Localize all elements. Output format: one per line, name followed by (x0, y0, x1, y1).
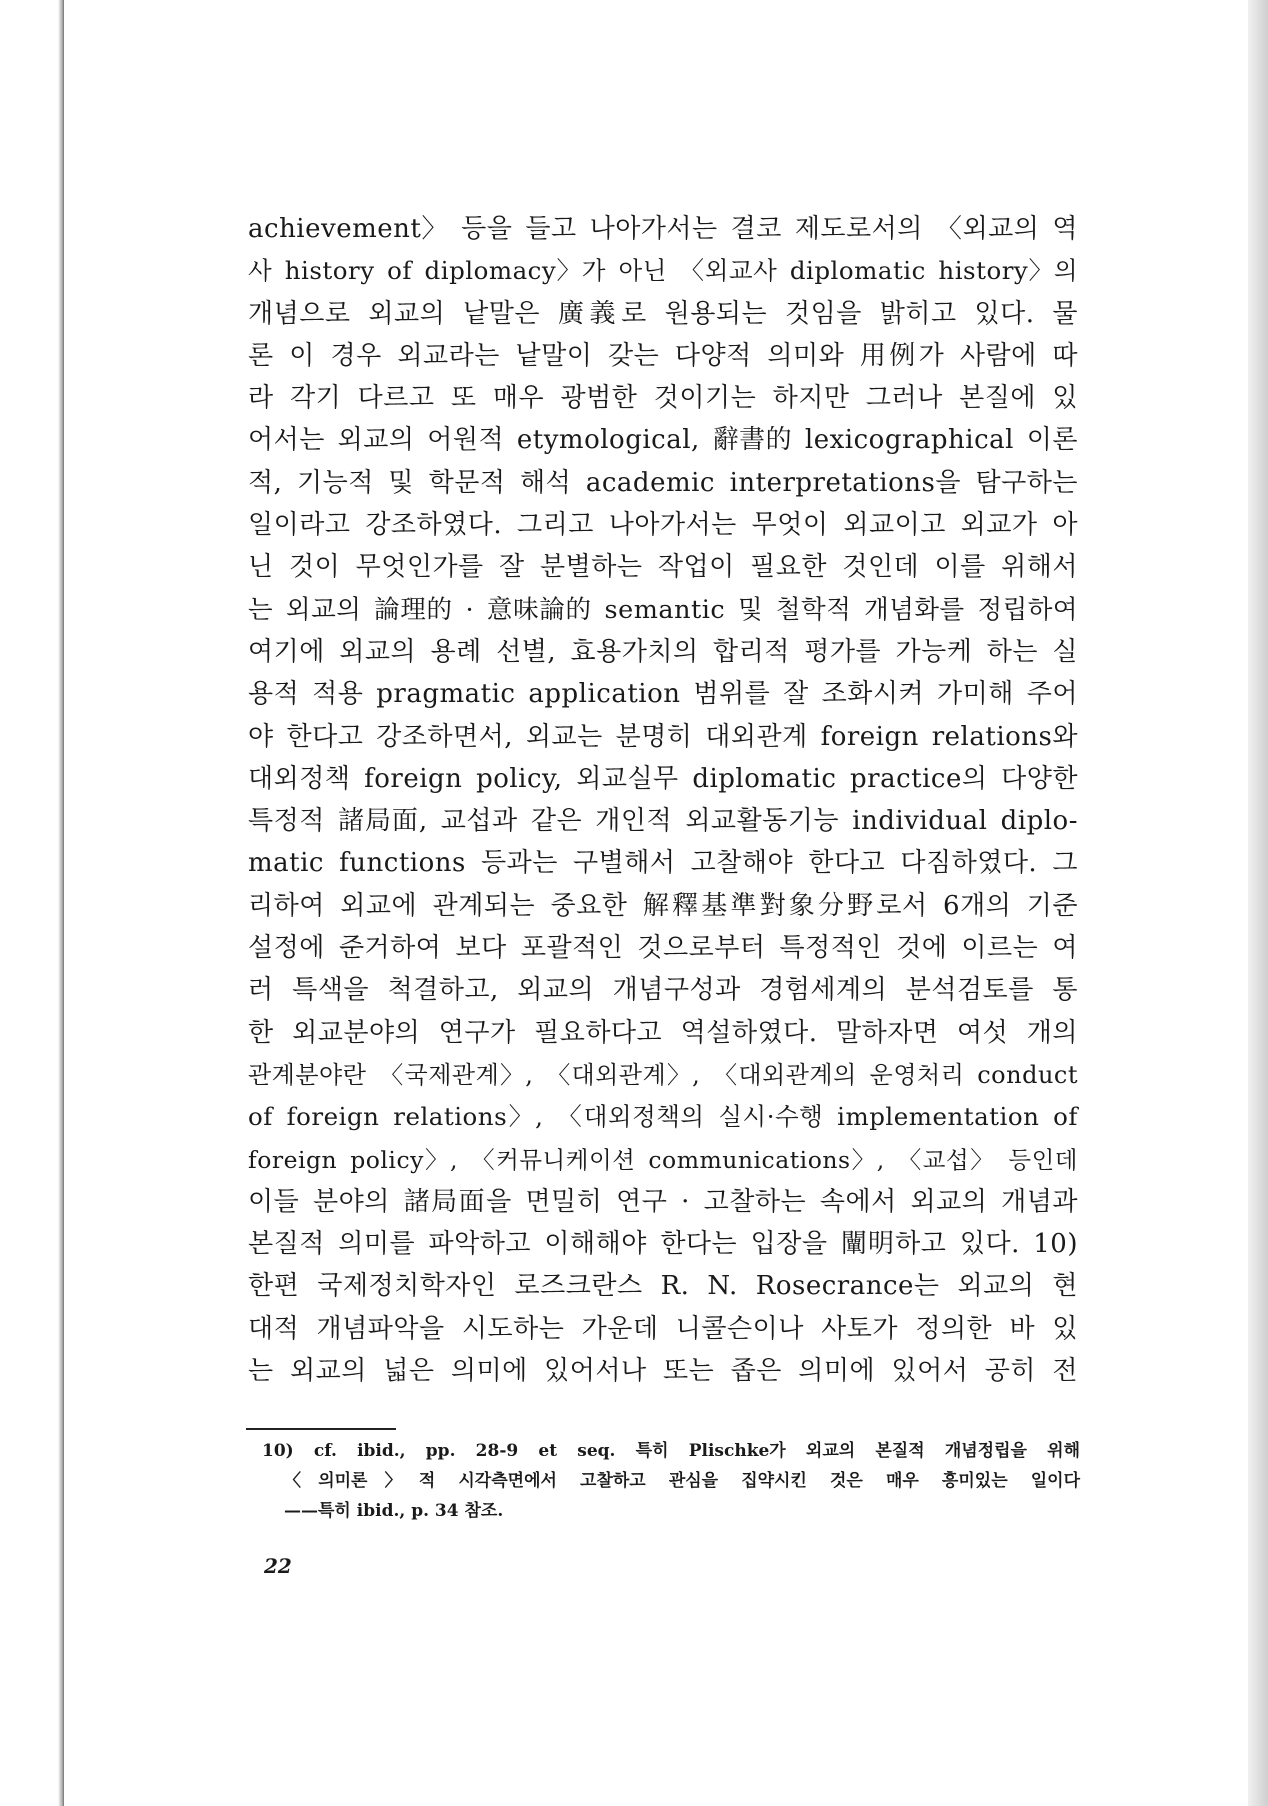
text-line: of foreign relations〉, 〈대외정책의 실시·수행 implementation of (248, 1102, 1078, 1132)
text-line: 개념으로 외교의 낱말은 廣義로 원용되는 것임을 밝히고 있다. 물 (248, 298, 1078, 329)
footnote-line: ——특히 ibid., p. 34 참조. (284, 1501, 504, 1521)
text-line: 닌 것이 무엇인가를 잘 분별하는 작업이 필요한 것인데 이를 위해서 (248, 552, 1078, 583)
text-line: 대적 개념파악을 시도하는 가운데 니콜슨이나 사토가 정의한 바 있 (248, 1313, 1078, 1344)
page-left-edge (0, 0, 64, 1806)
footnote-separator (246, 1428, 396, 1430)
text-line: 한편 국제정치학자인 로즈크란스 R. N. Rosecrance는 외교의 현 (248, 1271, 1078, 1302)
text-line: achievement〉 등을 들고 나아가서는 결코 제도로서의 〈외교의 역 (248, 214, 1078, 244)
text-line: 적, 기능적 및 학문적 해석 academic interpretations을 탐구하는 (248, 467, 1078, 498)
text-line: 관계분야란 〈국제관계〉, 〈대외관계〉, 〈대외관계의 운영처리 conduct (248, 1060, 1078, 1089)
text-line: foreign policy〉, 〈커뮤니케이션 communications〉, 〈교섭〉 등인데 (248, 1145, 1078, 1174)
text-line: 특정적 諸局面, 교섭과 같은 개인적 외교활동기능 individual diplo- (248, 806, 1078, 837)
text-line: 대외정책 foreign policy, 외교실무 diplomatic practice의 다양한 (248, 763, 1078, 794)
text-line: 여기에 외교의 용례 선별, 효용가치의 합리적 평가를 가능케 하는 실 (248, 636, 1078, 667)
text-line: 이들 분야의 諸局面을 면밀히 연구 · 고찰하는 속에서 외교의 개념과 (248, 1186, 1078, 1217)
text-line: 러 특색을 척결하고, 외교의 개념구성과 경험세계의 분석검토를 통 (248, 975, 1078, 1006)
body-text (248, 208, 1078, 1392)
text-line: 한 외교분야의 연구가 필요하다고 역설하였다. 말하자면 여섯 개의 (248, 1017, 1078, 1048)
text-line: 본질적 의미를 파악하고 이해해야 한다는 입장을 闡明하고 있다. 10) (248, 1229, 1078, 1260)
page-number: 22 (264, 1554, 292, 1578)
text-line: 용적 적용 pragmatic application 범위를 잘 조화시켜 가미해 주어 (248, 679, 1078, 710)
text-line: 설정에 준거하여 보다 포괄적인 것으로부터 특정적인 것에 이르는 여 (248, 933, 1078, 964)
text-line: 는 외교의 論理的 · 意味論的 semantic 및 철학적 개념화를 정립하여 (248, 594, 1078, 625)
footnote-line: 10) cf. ibid., pp. 28-9 et seq. 특히 Plischke가 외교의 본질적 개념정립을 위해 (262, 1441, 1080, 1461)
text-line: 라 각기 다르고 또 매우 광범한 것이기는 하지만 그러나 본질에 있 (248, 383, 1078, 414)
page-right-edge (1248, 0, 1268, 1806)
text-line: 야 한다고 강조하면서, 외교는 분명히 대외관계 foreign relations와 (248, 721, 1078, 752)
footnotes (262, 1436, 1080, 1526)
text-line: 론 이 경우 외교라는 낱말이 갖는 다양적 의미와 用例가 사람에 따 (248, 340, 1078, 371)
text-line: 사 history of diplomacy〉가 아닌 〈외교사 diplomatic history〉의 (248, 256, 1078, 286)
footnote-line: 〈의미론〉적 시각측면에서 고찰하고 관심을 집약시킨 것은 매우 흥미있는 일이다 (284, 1471, 1080, 1491)
text-line: 일이라고 강조하였다. 그리고 나아가서는 무엇이 외교이고 외교가 아 (248, 510, 1078, 541)
text-line: matic functions 등과는 구별해서 고찰해야 한다고 다짐하였다. 그 (248, 848, 1078, 879)
text-line: 어서는 외교의 어원적 etymological, 辭書的 lexicographical 이론 (248, 425, 1078, 456)
text-line: 리하여 외교에 관계되는 중요한 解釋基準對象分野로서 6개의 기준 (248, 890, 1078, 921)
text-line: 는 외교의 넓은 의미에 있어서나 또는 좁은 의미에 있어서 공히 전 (248, 1356, 1078, 1387)
